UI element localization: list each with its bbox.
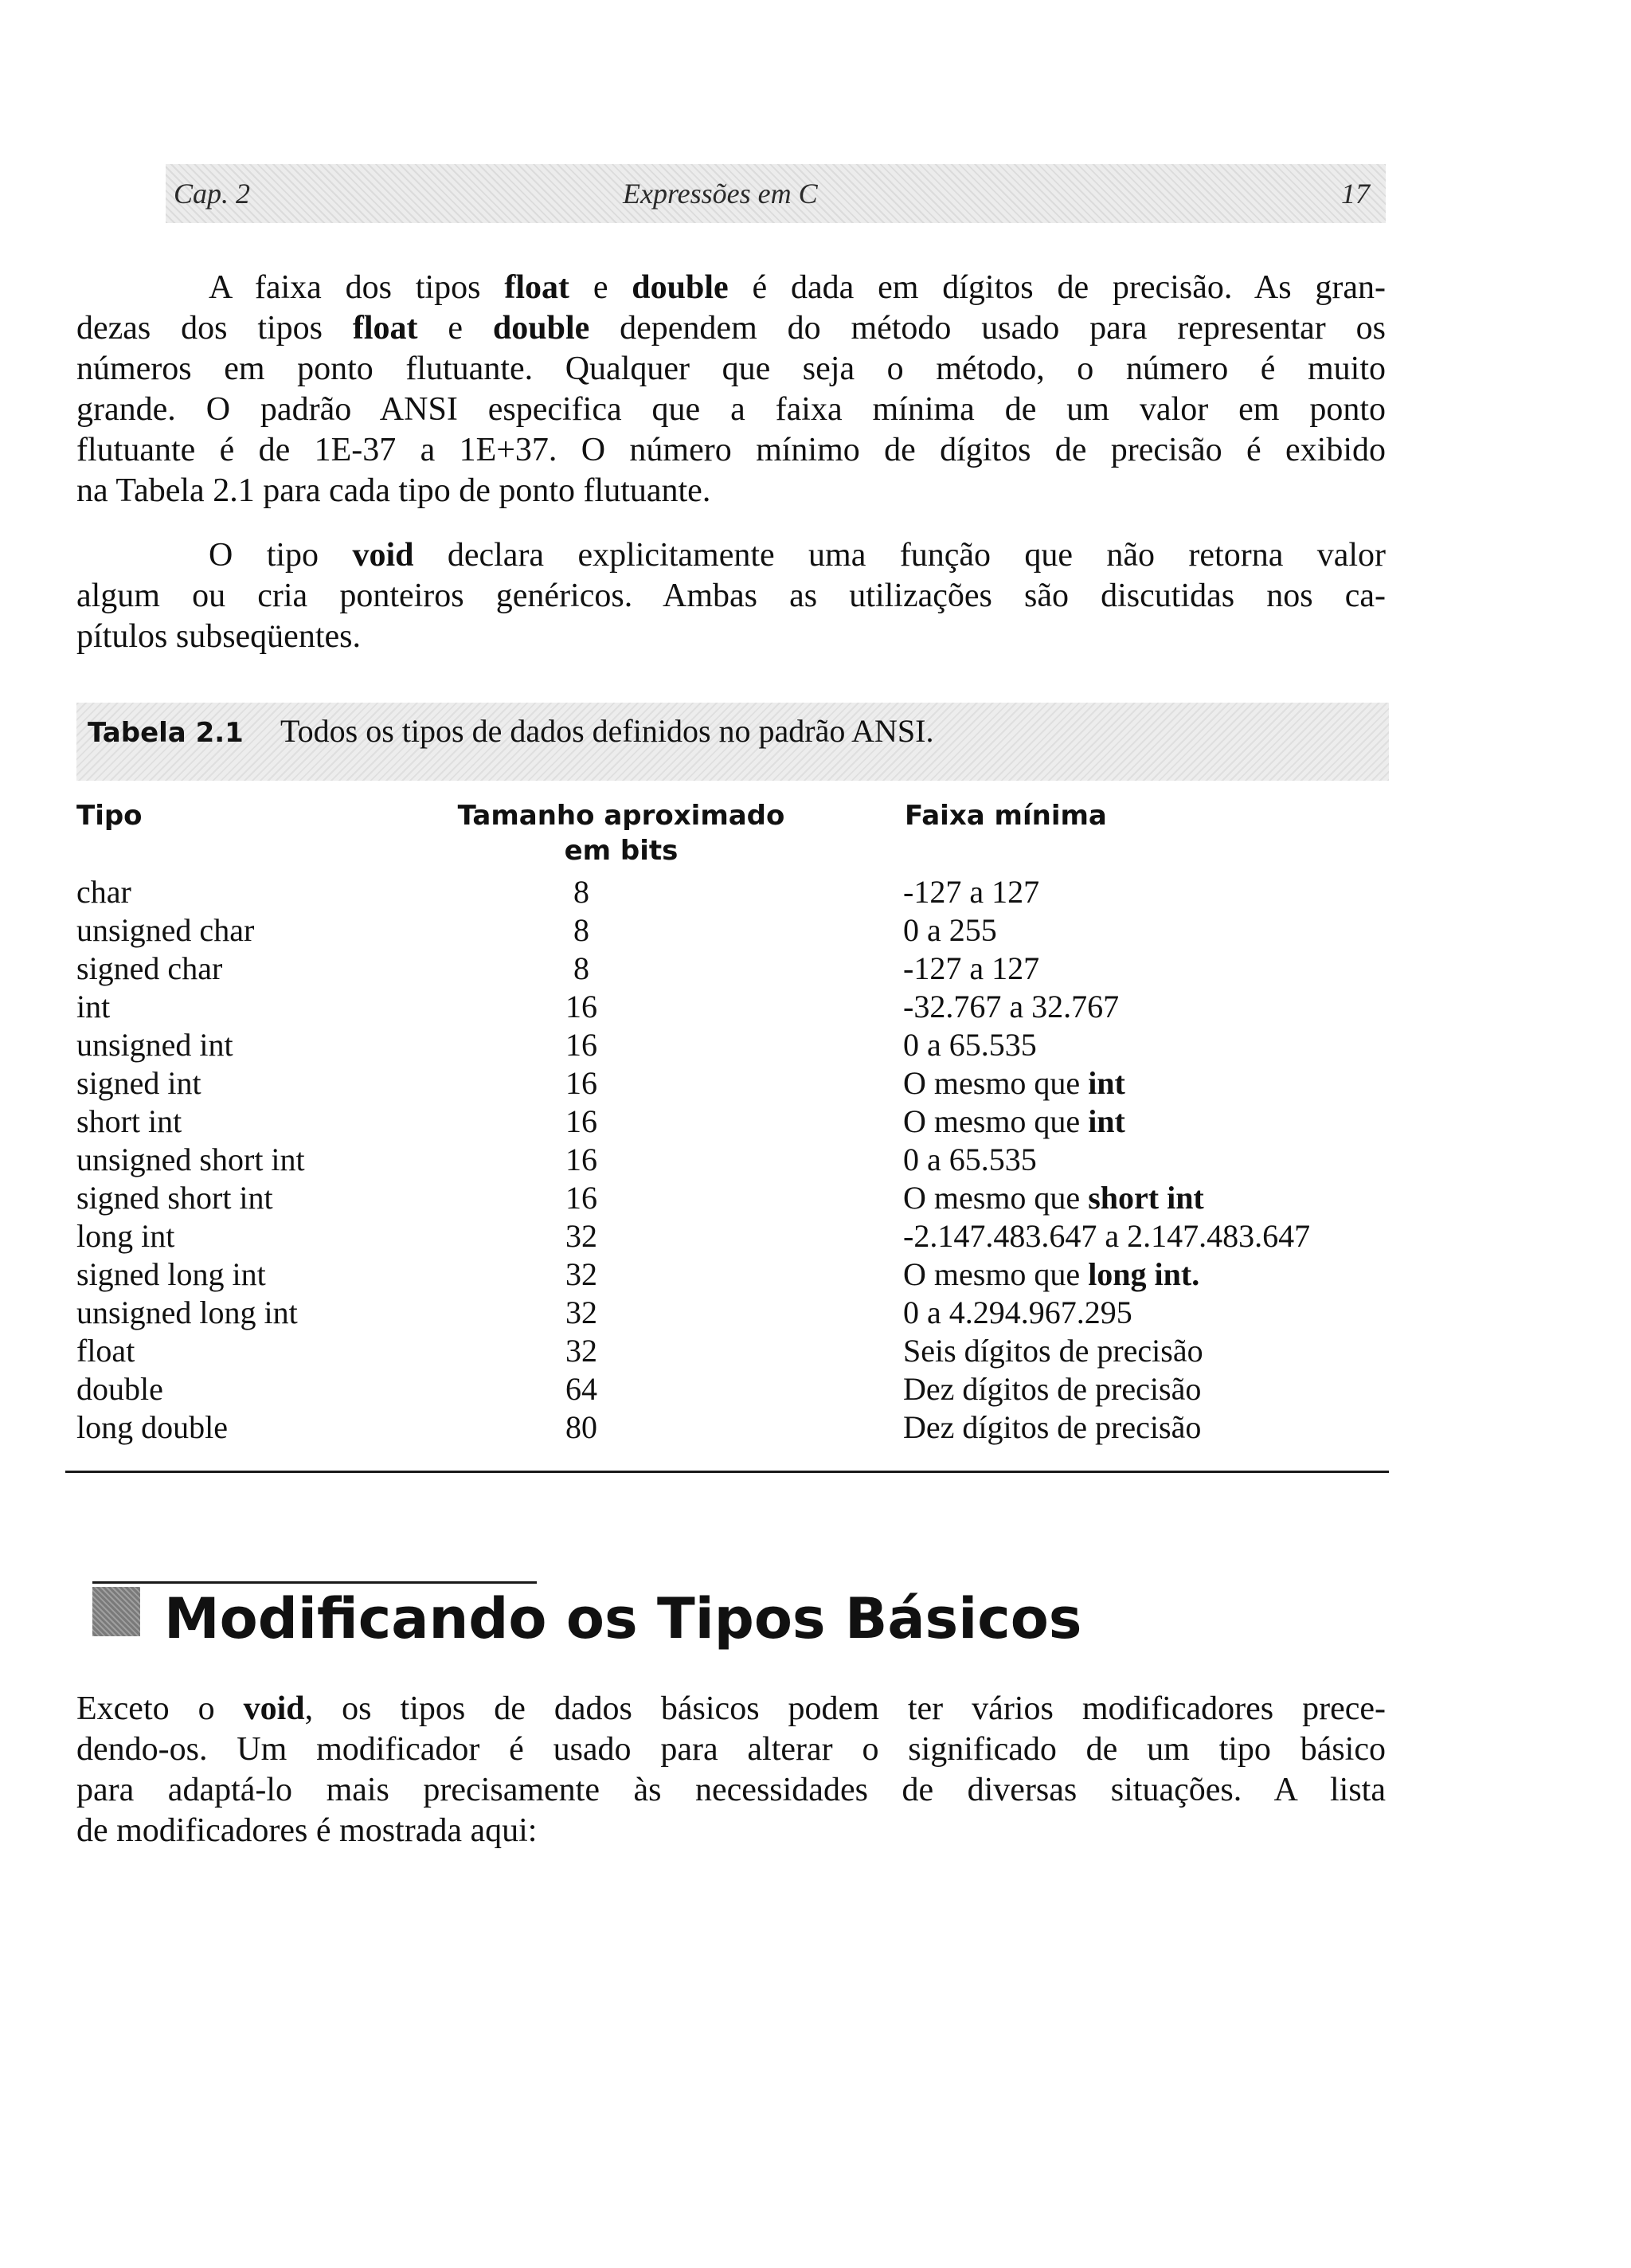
table-row: [0, 1141, 1631, 1179]
keyword-void: void: [243, 1690, 305, 1727]
cell-tipo: unsigned long int: [76, 1295, 298, 1330]
paragraph-line: pítulos subseqüentes.: [76, 618, 361, 655]
section-heading-rule: [92, 1581, 537, 1584]
cell-bits: 16: [565, 1142, 597, 1177]
table-row: [0, 1294, 1631, 1332]
paragraph-line: dendo-os. Um modificador é usado para alterar o significado de um tipo básico: [76, 1731, 1386, 1768]
paragraph-line: grande. O padrão ANSI especifica que a faixa mínima de um valor em ponto: [76, 391, 1386, 428]
paragraph-line: dezas dos tipos float e double dependem do método usado para representar os: [76, 310, 1386, 347]
column-header-faixa: Faixa mínima: [905, 800, 1107, 832]
cell-bits: 16: [565, 1103, 597, 1139]
table-row: [0, 1408, 1631, 1447]
cell-tipo: signed int: [76, 1065, 201, 1101]
cell-faixa: Dez dígitos de precisão: [903, 1409, 1202, 1445]
cell-faixa: O mesmo que int: [903, 1065, 1125, 1101]
paragraph-line: para adaptá-lo mais precisamente às necessidades de diversas situações. A lista: [76, 1772, 1386, 1808]
section-marker-square: [92, 1587, 140, 1636]
cell-faixa: Seis dígitos de precisão: [903, 1333, 1203, 1369]
keyword-double: double: [632, 269, 729, 306]
cell-bits: 32: [565, 1256, 597, 1292]
paragraph-modifiers: [76, 1689, 1386, 1851]
cell-bits: 16: [565, 989, 597, 1024]
cell-bits: 16: [565, 1180, 597, 1216]
cell-bits: 8: [573, 874, 589, 910]
paragraph-line: Exceto o void, os tipos de dados básicos podem ter vários modificadores prece-: [76, 1690, 1386, 1727]
cell-faixa: -127 a 127: [903, 874, 1040, 910]
cell-tipo: double: [76, 1371, 163, 1407]
cell-bits: 16: [565, 1065, 597, 1101]
table-row: [0, 873, 1631, 911]
cell-bits: 8: [573, 950, 589, 986]
paragraph-line: de modificadores é mostrada aqui:: [76, 1812, 538, 1849]
table-row: [0, 1064, 1631, 1103]
paragraph-line: na Tabela 2.1 para cada tipo de ponto flutuante.: [76, 472, 711, 509]
column-header-tamanho-line2: em bits: [564, 835, 679, 867]
cell-tipo: int: [76, 989, 111, 1024]
table-row: [0, 1332, 1631, 1370]
table-row: [0, 1255, 1631, 1294]
cell-bits: 16: [565, 1027, 597, 1063]
cell-faixa: 0 a 4.294.967.295: [903, 1295, 1132, 1330]
section-title: Modificando os Tipos Básicos: [164, 1586, 1082, 1651]
table-row: [0, 988, 1631, 1026]
cell-tipo: unsigned char: [76, 912, 255, 948]
cell-tipo: signed char: [76, 950, 223, 986]
cell-tipo: long int: [76, 1218, 175, 1254]
cell-faixa: O mesmo que short int: [903, 1180, 1204, 1216]
cell-faixa: 0 a 65.535: [903, 1142, 1037, 1177]
cell-bits: 32: [565, 1333, 597, 1369]
table-bottom-rule: [65, 1471, 1389, 1473]
chapter-label: Cap. 2: [174, 178, 251, 210]
table-row: [0, 1370, 1631, 1408]
cell-tipo: unsigned int: [76, 1027, 233, 1063]
cell-tipo: signed long int: [76, 1256, 266, 1292]
keyword-float: float: [504, 269, 569, 306]
cell-tipo: long double: [76, 1409, 228, 1445]
cell-faixa: -32.767 a 32.767: [903, 989, 1120, 1024]
paragraph-float-double: [76, 268, 1386, 511]
table-row: [0, 1026, 1631, 1064]
cell-bits: 80: [565, 1409, 597, 1445]
table-row: [0, 950, 1631, 988]
cell-tipo: short int: [76, 1103, 182, 1139]
cell-tipo: signed short int: [76, 1180, 273, 1216]
chapter-title: Expressões em C: [623, 178, 818, 210]
paragraph-line: algum ou cria ponteiros genéricos. Ambas as utilizações são discutidas nos ca-: [76, 578, 1386, 614]
cell-faixa: 0 a 255: [903, 912, 997, 948]
keyword-double: double: [492, 310, 590, 347]
cell-bits: 32: [565, 1218, 597, 1254]
table-row: [0, 1217, 1631, 1255]
column-header-tipo: Tipo: [76, 800, 143, 832]
table-row: [0, 911, 1631, 950]
cell-tipo: unsigned short int: [76, 1142, 305, 1177]
cell-faixa: Dez dígitos de precisão: [903, 1371, 1202, 1407]
table-label: Tabela 2.1: [88, 717, 244, 749]
keyword-void: void: [352, 537, 414, 574]
paragraph-line: A faixa dos tipos float e double é dada em dígitos de precisão. As gran-: [209, 269, 1386, 306]
table-row: [0, 1179, 1631, 1217]
cell-bits: 64: [565, 1371, 597, 1407]
paragraph-line: flutuante é de 1E-37 a 1E+37. O número mínimo de dígitos de precisão é exibido: [76, 432, 1386, 468]
paragraph-line: números em ponto flutuante. Qualquer que seja o método, o número é muito: [76, 351, 1386, 387]
cell-faixa: 0 a 65.535: [903, 1027, 1037, 1063]
table-row: [0, 1103, 1631, 1141]
cell-bits: 32: [565, 1295, 597, 1330]
table-caption: Todos os tipos de dados definidos no padrão ANSI.: [280, 713, 934, 749]
cell-bits: 8: [573, 912, 589, 948]
cell-tipo: float: [76, 1333, 135, 1369]
keyword-float: float: [352, 310, 418, 347]
column-header-tamanho-line1: Tamanho aproximado: [457, 800, 785, 832]
column-header-tamanho: [422, 798, 820, 868]
paragraph-void: [76, 535, 1386, 657]
cell-faixa: O mesmo que int: [903, 1103, 1125, 1139]
paragraph-line: O tipo void declara explicitamente uma função que não retorna valor: [209, 537, 1387, 574]
page-number: 17: [1341, 178, 1370, 210]
cell-faixa: -2.147.483.647 a 2.147.483.647: [903, 1218, 1311, 1254]
cell-faixa: O mesmo que long int.: [903, 1256, 1200, 1292]
cell-tipo: char: [76, 874, 131, 910]
cell-faixa: -127 a 127: [903, 950, 1040, 986]
